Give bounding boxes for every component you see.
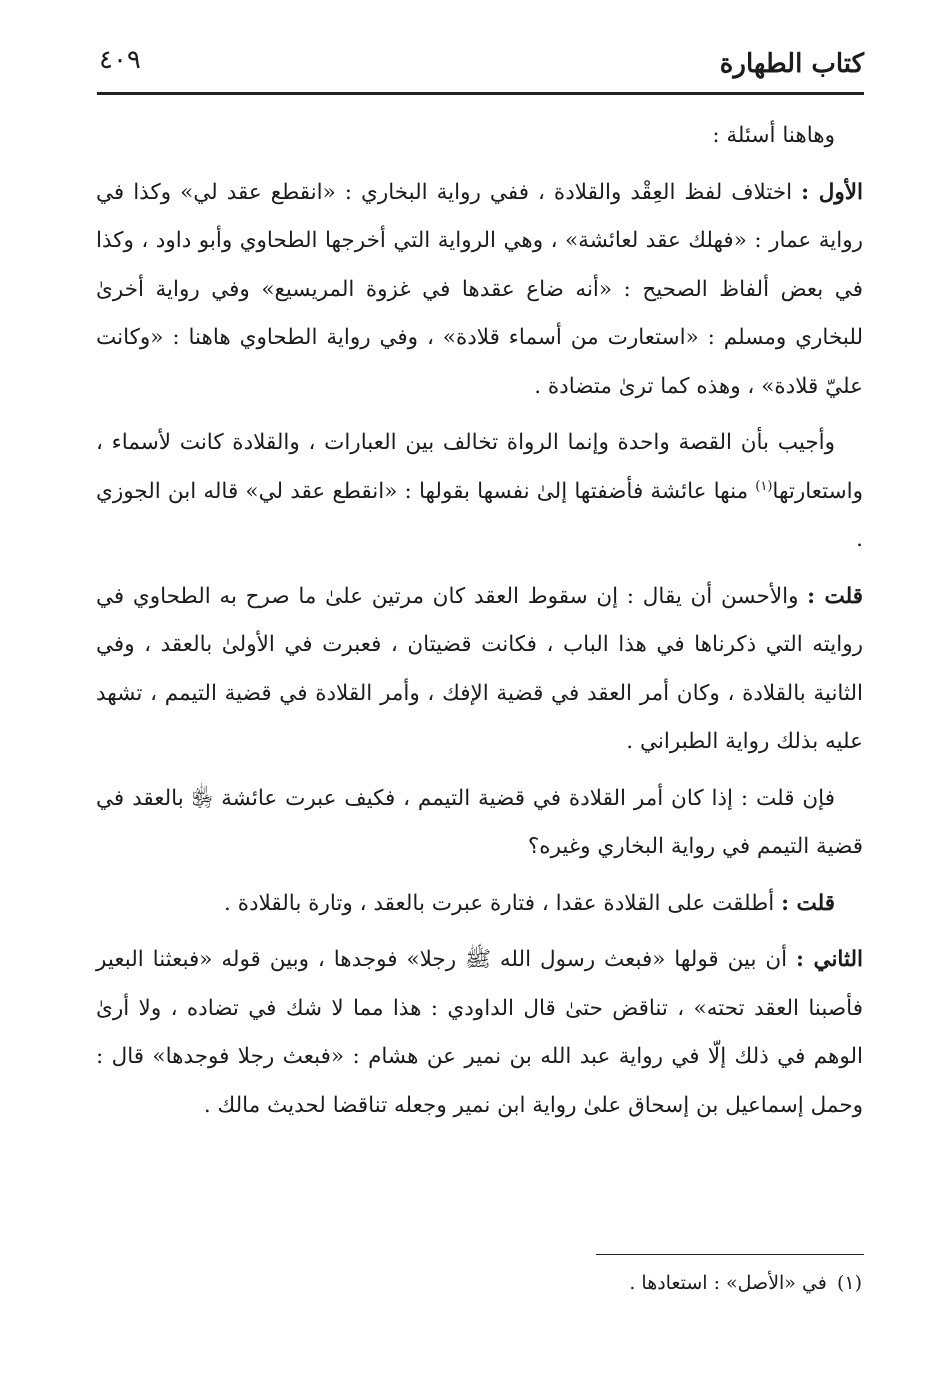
paragraph-text: وهاهنا أسئلة :	[712, 123, 835, 148]
book-title: كتاب الطهارة	[719, 49, 864, 79]
footnote-reference[interactable]: (١)	[755, 478, 773, 494]
main-text	[96, 112, 863, 1138]
paragraph-label: قلت :	[807, 583, 863, 609]
paragraph-second-question	[96, 936, 863, 1130]
paragraph-qultu-1	[96, 573, 863, 767]
footnote	[629, 1266, 862, 1300]
paragraph-answer	[96, 419, 863, 565]
paragraph-qultu-2	[96, 880, 863, 929]
page-header	[97, 34, 864, 95]
paragraph-label: قلت :	[781, 890, 835, 916]
paragraph-text: أن بين قولها «فبعث رسول الله ﷺ رجلا» فوجدها ، وبين قوله «فبعثنا البعير فأصبنا العقد تحته» ، تناقض حتىٰ قال الداودي : هذا مما لا شك في تضاده ، ولا أرىٰ الوهم في ذلك إلّا في رواية عبد الله بن نمير عن هشام : «فبعث رجلا فوجدها» قال : وحمل إسماعيل بن إسحاق علىٰ رواية ابن نمير وجعله تناقضا لحديث مالك .	[96, 947, 863, 1118]
page-number: ٤٠٩	[99, 45, 141, 75]
paragraph-text: أطلقت على القلادة عقدا ، فتارة عبرت بالعقد ، وتارة بالقلادة .	[224, 890, 775, 916]
paragraph-label: الأول :	[801, 179, 863, 205]
paragraph-text: اختلاف لفظ العِقْد والقلادة ، ففي رواية البخاري : «انقطع عقد لي» وكذا في رواية عمار : «فهلك عقد لعائشة» ، وهي الرواية التي أخرجها الطحاوي وأبو داود ، وكذا في بعض ألفاظ الصحيح : «أنه ضاع عقدها في غزوة المريسيع» وفي رواية أخرىٰ للبخاري ومسلم : «استعارت من أسماء قلادة» ، وفي رواية الطحاوي هاهنا : «وكانت عليّ قلادة» ، وهذه كما ترىٰ متضادة .	[96, 179, 863, 399]
footnote-text: في «الأصل» : استعادها .	[629, 1272, 827, 1294]
paragraph-text: والأحسن أن يقال : إن سقوط العقد كان مرتين علىٰ ما صرح به الطحاوي في روايته التي ذكرناها في هذا الباب ، فكانت قضيتان ، فعبرت في الأولىٰ بالعقد ، وفي الثانية بالقلادة ، وكان أمر العقد في قضية الإفك ، وأمر القلادة في قضية التيمم ، تشهد عليه بذلك رواية الطبراني .	[96, 583, 863, 754]
paragraph-text: وأجيب بأن القصة واحدة وإنما الرواة تخالف بين العبارات ، والقلادة كانت لأسماء ، واستعارتها	[96, 430, 863, 504]
paragraph-intro	[96, 112, 863, 161]
footnote-divider	[596, 1254, 864, 1255]
footnote-number: (١)	[836, 1272, 862, 1294]
paragraph-objection	[96, 775, 863, 872]
paragraph-text-continued: منها عائشة فأضفتها إلىٰ نفسها بقولها : «انقطع عقد لي» قاله ابن الجوزي .	[96, 478, 863, 552]
paragraph-text: فإن قلت : إذا كان أمر القلادة في قضية التيمم ، فكيف عبرت عائشة ﵂ بالعقد في قضية التيمم في رواية البخاري وغيره؟	[96, 785, 863, 859]
paragraph-label: الثاني :	[796, 947, 863, 972]
paragraph-first-question	[96, 169, 863, 412]
